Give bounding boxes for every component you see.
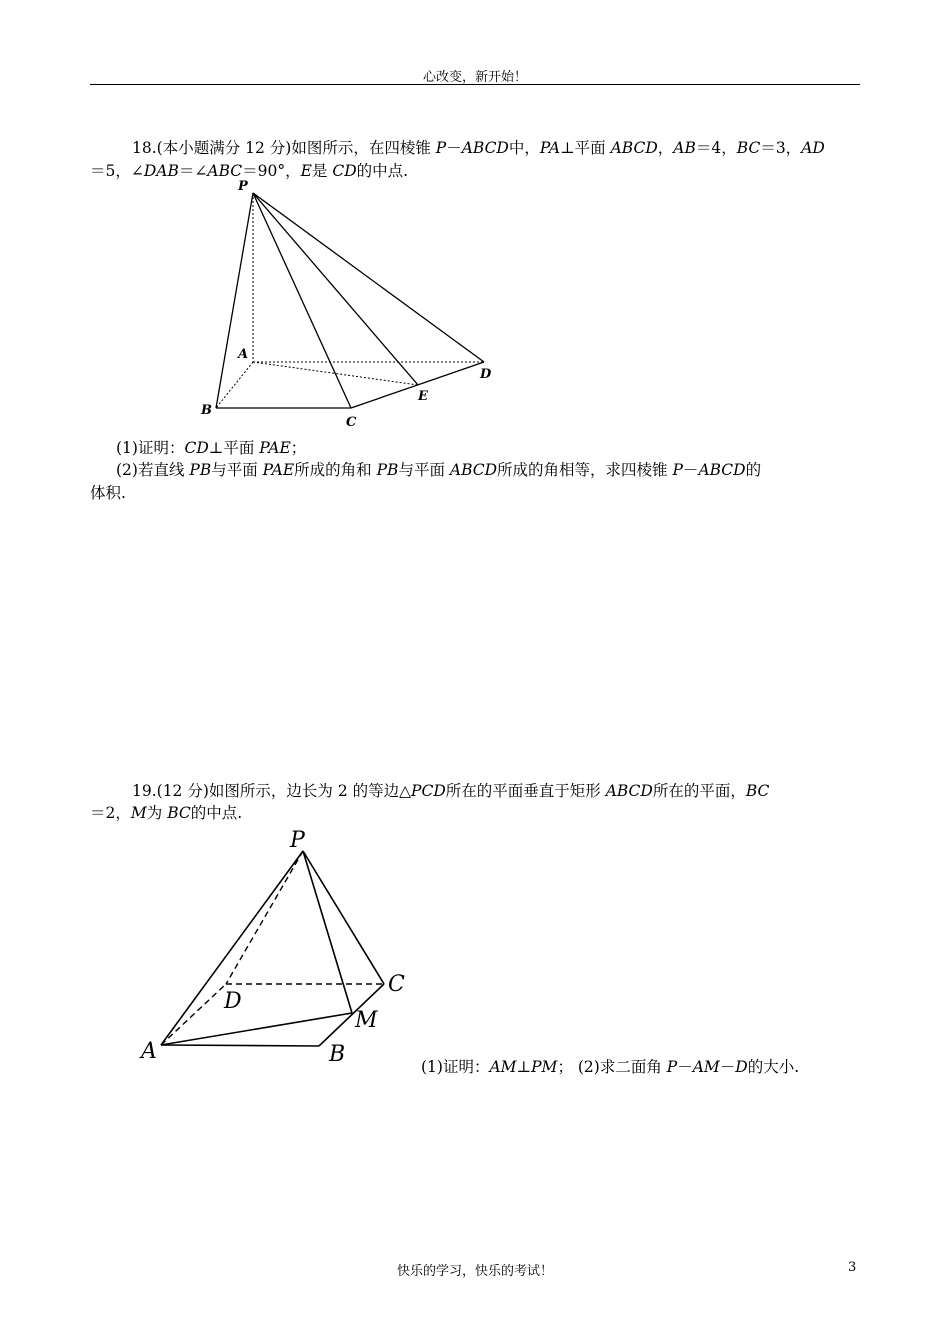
q18-pyramid-figure [190, 175, 510, 435]
edge-PC [303, 851, 384, 984]
q18-statement-line1: 18.(本小题满分 12 分)如图所示，在四棱锥 P－ABCD中，PA⊥平面 ABCD，AB＝4，BC＝3，AD [132, 139, 825, 157]
edge-PB [216, 193, 253, 408]
label-P: P [238, 179, 248, 194]
edge-PM [303, 851, 352, 1013]
edge-PC [253, 193, 351, 408]
q19-pyramid-figure [135, 820, 415, 1070]
edge-PE [253, 193, 418, 385]
hidden-edge-AB [216, 362, 253, 408]
page-footer: 快乐的学习，快乐的考试！ [396, 1264, 553, 1279]
label-A: A [141, 1039, 157, 1064]
q19-parts: (1)证明：AM⊥PM； (2)求二面角 P－AM－D的大小. [421, 1058, 800, 1076]
page-number: 3 [848, 1260, 857, 1275]
label-B: B [201, 403, 212, 418]
q19-statement-line2: ＝2，M为 BC的中点. [90, 804, 243, 822]
label-M: M [355, 1008, 378, 1033]
q18-part2-line1: (2)若直线 PB与平面 PAE所成的角和 PB与平面 ABCD所成的角相等，求四棱锥 P－ABCD的 [116, 461, 762, 479]
header-divider [90, 84, 860, 85]
edge-AM [161, 1013, 352, 1045]
q18-part2-line2: 体积. [90, 484, 126, 502]
label-A: A [238, 347, 249, 362]
label-B: B [329, 1042, 346, 1067]
edge-PA [161, 851, 303, 1045]
label-P: P [290, 828, 305, 853]
label-D: D [224, 989, 242, 1014]
q18-part1: (1)证明：CD⊥平面 PAE； [116, 439, 307, 457]
label-C: C [346, 415, 357, 430]
page-header: 心改变，新开始！ [422, 70, 527, 85]
q19-statement-line1: 19.(12 分)如图所示，边长为 2 的等边△PCD所在的平面垂直于矩形 ABCD所在的平面，BC [132, 782, 770, 800]
hidden-edge-PD [226, 851, 303, 984]
label-D: D [480, 367, 492, 382]
q18-statement-line2: ＝5，∠DAB＝∠ABC＝90°，E是 CD的中点. [90, 162, 409, 180]
label-C: C [388, 972, 405, 997]
edge-PD [253, 193, 484, 362]
edge-AB [161, 1045, 319, 1046]
label-E: E [418, 389, 428, 404]
